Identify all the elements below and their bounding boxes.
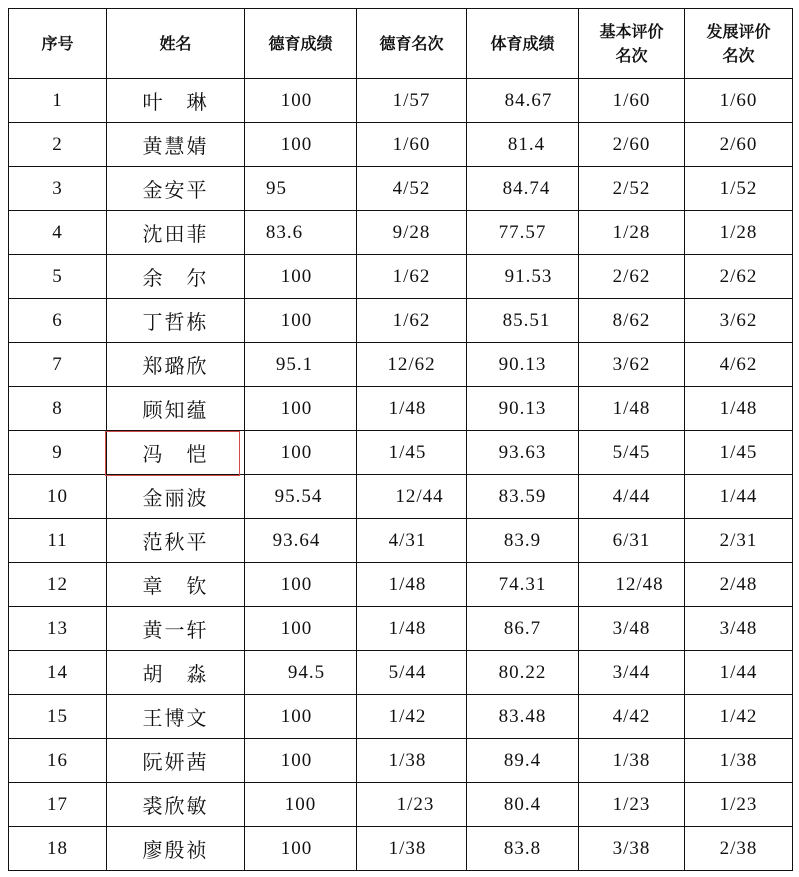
cell-basic-rank: 1/23 — [579, 783, 685, 827]
cell-development-rank: 2/31 — [685, 519, 793, 563]
cell-pe-score: 91.53 — [467, 255, 579, 299]
cell-moral-rank: 12/44 — [357, 475, 467, 519]
table-row — [9, 387, 793, 431]
cell-pe-score: 85.51 — [467, 299, 579, 343]
cell-index: 7 — [9, 343, 107, 387]
cell-moral-score: 100 — [245, 739, 357, 783]
cell-moral-rank: 1/48 — [357, 607, 467, 651]
cell-moral-rank: 1/62 — [357, 299, 467, 343]
cell-name: 丁哲栋 — [107, 299, 245, 343]
col-header-name: 姓名 — [107, 9, 245, 79]
table-row — [9, 79, 793, 123]
cell-moral-rank: 1/62 — [357, 255, 467, 299]
cell-moral-rank: 1/48 — [357, 563, 467, 607]
cell-name: 廖殷祯 — [107, 827, 245, 871]
cell-basic-rank: 2/52 — [579, 167, 685, 211]
col-header-basic-rank: 基本评价 名次 — [579, 9, 685, 79]
cell-pe-score: 83.59 — [467, 475, 579, 519]
cell-pe-score: 86.7 — [467, 607, 579, 651]
cell-development-rank: 2/38 — [685, 827, 793, 871]
cell-basic-rank: 8/62 — [579, 299, 685, 343]
table-row — [9, 519, 793, 563]
cell-moral-score: 100 — [245, 563, 357, 607]
cell-moral-rank: 4/31 — [357, 519, 467, 563]
cell-index: 5 — [9, 255, 107, 299]
cell-index: 17 — [9, 783, 107, 827]
cell-moral-score: 100 — [245, 607, 357, 651]
cell-pe-score: 93.63 — [467, 431, 579, 475]
table-row — [9, 123, 793, 167]
cell-index: 16 — [9, 739, 107, 783]
cell-moral-score: 100 — [245, 255, 357, 299]
cell-name: 章 钦 — [107, 563, 245, 607]
cell-index: 3 — [9, 167, 107, 211]
table-row — [9, 211, 793, 255]
cell-name: 黄一轩 — [107, 607, 245, 651]
cell-pe-score: 84.67 — [467, 79, 579, 123]
table-row — [9, 255, 793, 299]
col-header-pe-score: 体育成绩 — [467, 9, 579, 79]
cell-moral-rank: 1/57 — [357, 79, 467, 123]
cell-name: 裘欣敏 — [107, 783, 245, 827]
cell-pe-score: 74.31 — [467, 563, 579, 607]
cell-index: 10 — [9, 475, 107, 519]
cell-moral-score: 100 — [245, 695, 357, 739]
cell-pe-score: 80.22 — [467, 651, 579, 695]
table-row — [9, 607, 793, 651]
cell-basic-rank: 3/38 — [579, 827, 685, 871]
grade-table — [8, 8, 793, 871]
table-row — [9, 783, 793, 827]
cell-development-rank: 4/62 — [685, 343, 793, 387]
col-header-moral-rank: 德育名次 — [357, 9, 467, 79]
col-header-index: 序号 — [9, 9, 107, 79]
cell-moral-score: 100 — [245, 299, 357, 343]
cell-moral-rank: 1/42 — [357, 695, 467, 739]
cell-name: 冯 恺 — [107, 431, 245, 475]
cell-pe-score: 83.8 — [467, 827, 579, 871]
cell-development-rank: 1/23 — [685, 783, 793, 827]
cell-name: 金安平 — [107, 167, 245, 211]
table-row — [9, 299, 793, 343]
cell-moral-score: 100 — [245, 431, 357, 475]
cell-pe-score: 80.4 — [467, 783, 579, 827]
cell-moral-rank: 5/44 — [357, 651, 467, 695]
cell-development-rank: 1/60 — [685, 79, 793, 123]
cell-index: 1 — [9, 79, 107, 123]
col-header-moral-score: 德育成绩 — [245, 9, 357, 79]
cell-development-rank: 3/62 — [685, 299, 793, 343]
cell-moral-score: 94.5 — [245, 651, 357, 695]
cell-name: 王博文 — [107, 695, 245, 739]
cell-development-rank: 1/52 — [685, 167, 793, 211]
cell-basic-rank: 3/48 — [579, 607, 685, 651]
cell-moral-score: 83.6 — [245, 211, 357, 255]
table-body — [9, 79, 793, 871]
cell-basic-rank: 5/45 — [579, 431, 685, 475]
cell-development-rank: 2/62 — [685, 255, 793, 299]
cell-moral-score: 100 — [245, 123, 357, 167]
cell-basic-rank: 1/60 — [579, 79, 685, 123]
cell-development-rank: 1/38 — [685, 739, 793, 783]
cell-moral-rank: 1/23 — [357, 783, 467, 827]
table-row — [9, 563, 793, 607]
cell-moral-score: 100 — [245, 79, 357, 123]
cell-name: 郑璐欣 — [107, 343, 245, 387]
cell-index: 14 — [9, 651, 107, 695]
cell-name: 黄慧婧 — [107, 123, 245, 167]
cell-basic-rank: 4/42 — [579, 695, 685, 739]
cell-moral-rank: 9/28 — [357, 211, 467, 255]
cell-basic-rank: 2/62 — [579, 255, 685, 299]
cell-development-rank: 1/44 — [685, 651, 793, 695]
cell-pe-score: 77.57 — [467, 211, 579, 255]
cell-moral-rank: 1/38 — [357, 739, 467, 783]
table-row — [9, 695, 793, 739]
cell-moral-rank: 1/45 — [357, 431, 467, 475]
cell-index: 13 — [9, 607, 107, 651]
cell-index: 8 — [9, 387, 107, 431]
cell-moral-score: 100 — [245, 387, 357, 431]
cell-moral-score: 100 — [245, 827, 357, 871]
cell-name: 沈田菲 — [107, 211, 245, 255]
cell-development-rank: 3/48 — [685, 607, 793, 651]
cell-moral-score: 93.64 — [245, 519, 357, 563]
cell-name: 叶 琳 — [107, 79, 245, 123]
cell-moral-score: 95.1 — [245, 343, 357, 387]
cell-index: 2 — [9, 123, 107, 167]
cell-name: 顾知蕴 — [107, 387, 245, 431]
cell-moral-rank: 1/60 — [357, 123, 467, 167]
table-header — [9, 9, 793, 79]
cell-pe-score: 83.48 — [467, 695, 579, 739]
table-row — [9, 827, 793, 871]
table-row — [9, 475, 793, 519]
cell-index: 12 — [9, 563, 107, 607]
cell-basic-rank: 1/28 — [579, 211, 685, 255]
cell-basic-rank: 3/62 — [579, 343, 685, 387]
cell-pe-score: 90.13 — [467, 343, 579, 387]
cell-pe-score: 83.9 — [467, 519, 579, 563]
cell-basic-rank: 1/48 — [579, 387, 685, 431]
cell-moral-rank: 4/52 — [357, 167, 467, 211]
cell-basic-rank: 1/38 — [579, 739, 685, 783]
cell-index: 11 — [9, 519, 107, 563]
cell-moral-rank: 1/38 — [357, 827, 467, 871]
cell-moral-score: 100 — [245, 783, 357, 827]
cell-basic-rank: 2/60 — [579, 123, 685, 167]
table-row — [9, 167, 793, 211]
cell-index: 15 — [9, 695, 107, 739]
cell-development-rank: 1/42 — [685, 695, 793, 739]
cell-index: 6 — [9, 299, 107, 343]
cell-basic-rank: 4/44 — [579, 475, 685, 519]
cell-basic-rank: 12/48 — [579, 563, 685, 607]
cell-name: 阮妍茜 — [107, 739, 245, 783]
header-row — [9, 9, 793, 79]
cell-development-rank: 1/44 — [685, 475, 793, 519]
cell-development-rank: 2/60 — [685, 123, 793, 167]
cell-name: 胡 淼 — [107, 651, 245, 695]
table-row — [9, 343, 793, 387]
cell-name: 金丽波 — [107, 475, 245, 519]
cell-name: 范秋平 — [107, 519, 245, 563]
cell-moral-score: 95 — [245, 167, 357, 211]
cell-development-rank: 1/48 — [685, 387, 793, 431]
cell-pe-score: 90.13 — [467, 387, 579, 431]
col-header-development-rank: 发展评价 名次 — [685, 9, 793, 79]
cell-index: 9 — [9, 431, 107, 475]
table-row — [9, 431, 793, 475]
cell-index: 4 — [9, 211, 107, 255]
cell-basic-rank: 6/31 — [579, 519, 685, 563]
cell-pe-score: 81.4 — [467, 123, 579, 167]
cell-moral-rank: 1/48 — [357, 387, 467, 431]
cell-development-rank: 1/45 — [685, 431, 793, 475]
cell-name: 余 尔 — [107, 255, 245, 299]
cell-pe-score: 89.4 — [467, 739, 579, 783]
cell-index: 18 — [9, 827, 107, 871]
cell-development-rank: 1/28 — [685, 211, 793, 255]
cell-moral-rank: 12/62 — [357, 343, 467, 387]
table-row — [9, 651, 793, 695]
cell-development-rank: 2/48 — [685, 563, 793, 607]
cell-basic-rank: 3/44 — [579, 651, 685, 695]
cell-moral-score: 95.54 — [245, 475, 357, 519]
cell-pe-score: 84.74 — [467, 167, 579, 211]
table-row — [9, 739, 793, 783]
